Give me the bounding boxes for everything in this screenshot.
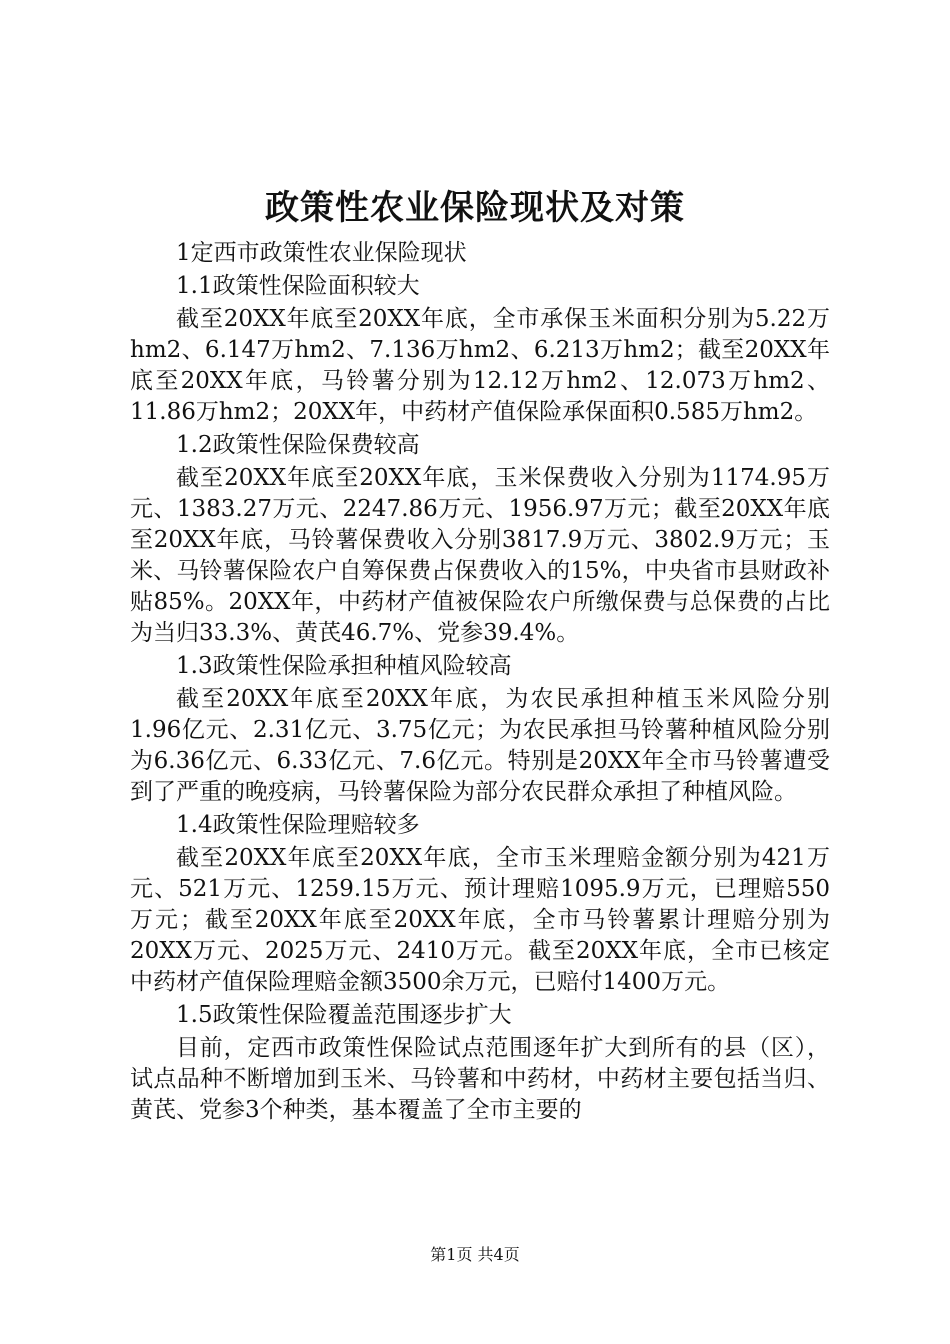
section-heading: 1.2政策性保险保费较高 (176, 432, 420, 458)
document-body (130, 238, 830, 1128)
body-paragraph: 目前，定西市政策性保险试点范围逐年扩大到所有的县（区），试点品种不断增加到玉米、马铃薯和中药材，中药材主要包括当归、黄芪、党参3个种类，基本覆盖了全市主要的 (130, 1035, 830, 1123)
section-heading: 1定西市政策性农业保险现状 (176, 240, 467, 266)
body-paragraph: 截至20XX年底至20XX年底，全市玉米理赔金额分别为421万元、521万元、1259.15万元、预计理赔1095.9万元，已理赔550万元；截至20XX年底至20XX年底，全市马铃薯累计理赔分别为20XX万元、2025万元、2410万元。截至20XX年底，全市已核定中药材产值保险理赔金额3500余万元，已赔付1400万元。 (130, 845, 830, 995)
section-heading: 1.5政策性保险覆盖范围逐步扩大 (176, 1002, 512, 1028)
section-heading: 1.1政策性保险面积较大 (176, 273, 420, 299)
document-title: 政策性农业保险现状及对策 (265, 188, 685, 228)
body-paragraph: 截至20XX年底至20XX年底，为农民承担种植玉米风险分别1.96亿元、2.31亿元、3.75亿元；为农民承担马铃薯种植风险分别为6.36亿元、6.33亿元、7.6亿元。特别是20XX年全市马铃薯遭受到了严重的晚疫病，马铃薯保险为部分农民群众承担了种植风险。 (130, 686, 830, 805)
body-paragraph: 截至20XX年底至20XX年底，全市承保玉米面积分别为5.22万hm2、6.147万hm2、7.136万hm2、6.213万hm2；截至20XX年底至20XX年底，马铃薯分别为12.12万hm2、12.073万hm2、11.86万hm2；20XX年，中药材产值保险承保面积0.585万hm2。 (130, 306, 830, 425)
section-heading: 1.4政策性保险理赔较多 (176, 812, 420, 838)
body-paragraph: 截至20XX年底至20XX年底，玉米保费收入分别为1174.95万元、1383.27万元、2247.86万元、1956.97万元；截至20XX年底至20XX年底，马铃薯保费收入分别3817.9万元、3802.9万元；玉米、马铃薯保险农户自筹保费占保费收入的15%，中央省市县财政补贴85%。20XX年，中药材产值被保险农户所缴保费与总保费的占比为当归33.3%、黄芪46.7%、党参39.4%。 (130, 465, 830, 646)
section-heading: 1.3政策性保险承担种植风险较高 (176, 653, 512, 679)
page-footer: 第1页 共4页 (430, 1245, 520, 1264)
